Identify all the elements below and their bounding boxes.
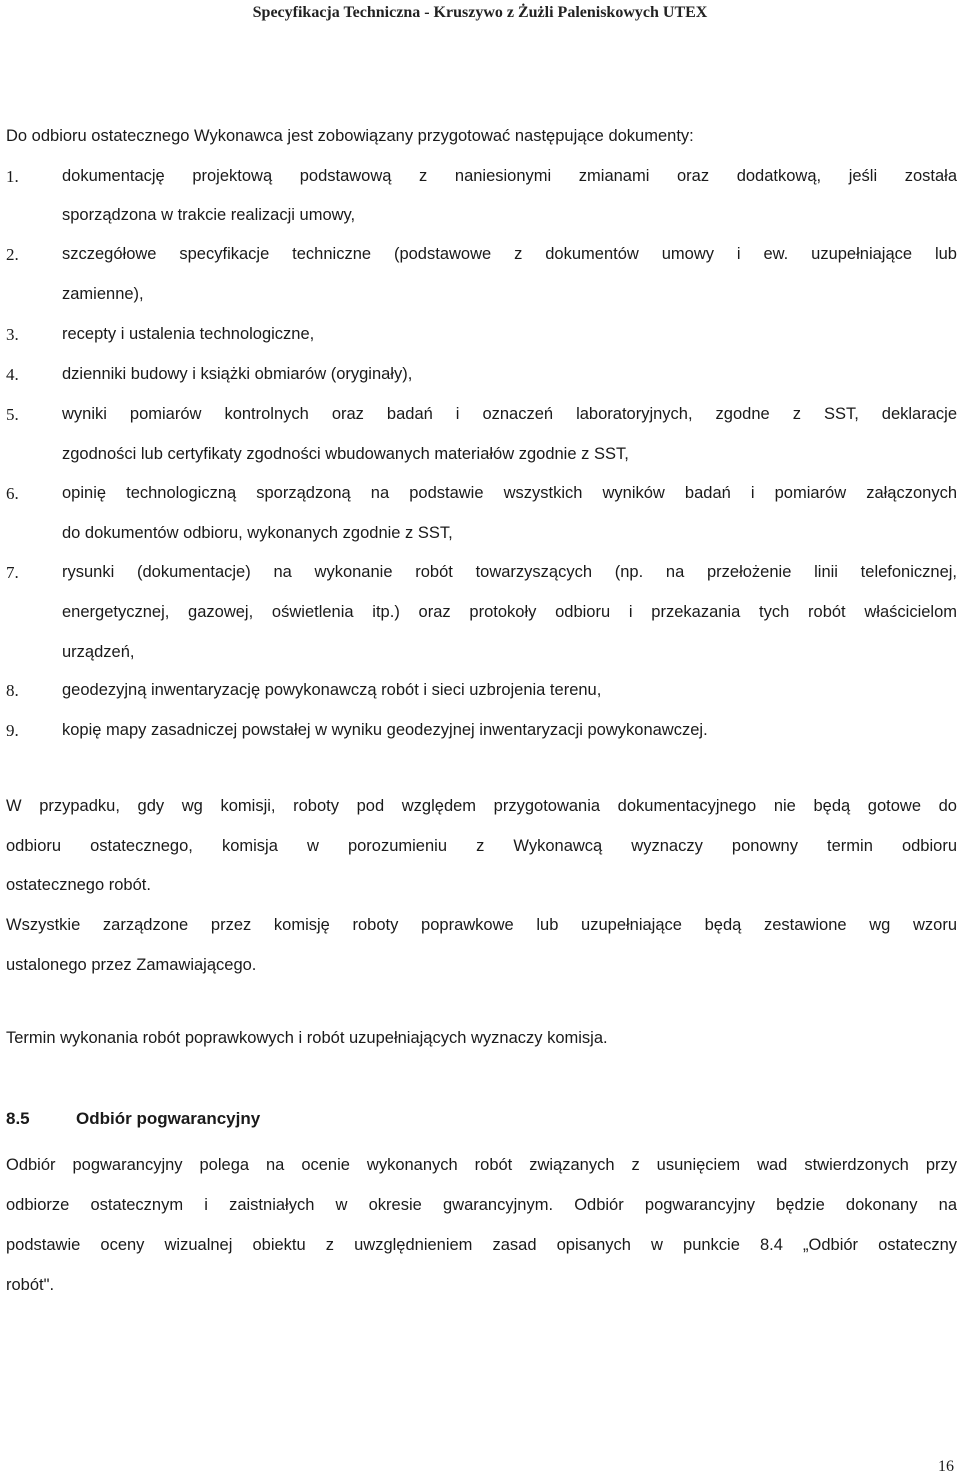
paragraph-line: podstawie oceny wizualnej obiektu z uwzględnieniem zasad opisanych w punkcie 8.4 „Odbiór ostateczny: [6, 1236, 957, 1254]
list-item-line: rysunki (dokumentacje) na wykonanie robót towarzyszących (np. na przełożenie linii telefonicznej,: [62, 563, 957, 581]
section-title: Odbiór pogwarancyjny: [76, 1109, 261, 1128]
list-item-line: sporządzona w trakcie realizacji umowy,: [62, 206, 356, 224]
page-header: Specyfikacja Techniczna - Kruszywo z Żużli Paleniskowych UTEX: [252, 4, 708, 21]
list-item-line: dokumentację projektową podstawową z naniesionymi zmianami oraz dodatkową, jeśli została: [62, 167, 957, 185]
list-item-line: energetycznej, gazowej, oświetlenia itp.) oraz protokoły odbioru i przekazania tych robót właścicielom: [62, 603, 957, 621]
list-item-number: 5.: [6, 405, 19, 424]
list-item-line: szczegółowe specyfikacje techniczne (podstawowe z dokumentów umowy i ew. uzupełniające lub: [62, 245, 957, 263]
list-item-number: 7.: [6, 563, 19, 582]
list-item-line: dzienniki budowy i książki obmiarów (oryginały),: [62, 365, 413, 383]
paragraph-line: odbiorze ostatecznym i zaistniałych w okresie gwarancyjnym. Odbiór pogwarancyjny będzie dokonany na: [6, 1196, 957, 1214]
list-item-line: kopię mapy zasadniczej powstałej w wyniku geodezyjnej inwentaryzacji powykonawczej.: [62, 721, 708, 739]
page-number: 16: [938, 1458, 954, 1475]
list-item-number: 4.: [6, 365, 19, 384]
list-item-line: do dokumentów odbioru, wykonanych zgodnie z SST,: [62, 524, 453, 542]
list-item-line: wyniki pomiarów kontrolnych oraz badań i oznaczeń laboratoryjnych, zgodne z SST, deklaracje: [62, 405, 957, 423]
paragraph-line: Termin wykonania robót poprawkowych i robót uzupełniających wyznaczy komisja.: [6, 1029, 608, 1047]
list-item-line: recepty i ustalenia technologiczne,: [62, 325, 315, 343]
list-item-number: 1.: [6, 167, 19, 186]
list-item-number: 6.: [6, 484, 19, 503]
list-item-line: geodezyjną inwentaryzację powykonawczą robót i sieci uzbrojenia terenu,: [62, 681, 602, 699]
list-item-line: zamienne),: [62, 285, 144, 303]
intro-line: Do odbioru ostatecznego Wykonawca jest zobowiązany przygotować następujące dokumenty:: [6, 127, 694, 145]
paragraph-line: ostatecznego robót.: [6, 876, 151, 894]
paragraph-line: ustalonego przez Zamawiającego.: [6, 956, 257, 974]
list-item-line: urządzeń,: [62, 643, 135, 661]
paragraph-line: odbioru ostatecznego, komisja w porozumieniu z Wykonawcą wyznaczy ponowny termin odbioru: [6, 837, 957, 855]
section-heading: [6, 1109, 260, 1129]
list-item-line: opinię technologiczną sporządzoną na podstawie wszystkich wyników badań i pomiarów załączonych: [62, 484, 957, 502]
paragraph-line: robót".: [6, 1276, 55, 1294]
list-item-number: 9.: [6, 721, 19, 740]
list-item-number: 2.: [6, 245, 19, 264]
list-item-number: 8.: [6, 681, 19, 700]
paragraph-line: Odbiór pogwarancyjny polega na ocenie wykonanych robót związanych z usunięciem wad stwierdzonych przy: [6, 1156, 957, 1174]
list-item-number: 3.: [6, 325, 19, 344]
list-item-line: zgodności lub certyfikaty zgodności wbudowanych materiałów zgodnie z SST,: [62, 445, 629, 463]
section-number: 8.5: [6, 1109, 30, 1128]
paragraph-line: Wszystkie zarządzone przez komisję roboty poprawkowe lub uzupełniające będą zestawione wg wzoru: [6, 916, 957, 934]
paragraph-line: W przypadku, gdy wg komisji, roboty pod względem przygotowania dokumentacyjnego nie będą gotowe do: [6, 797, 957, 815]
